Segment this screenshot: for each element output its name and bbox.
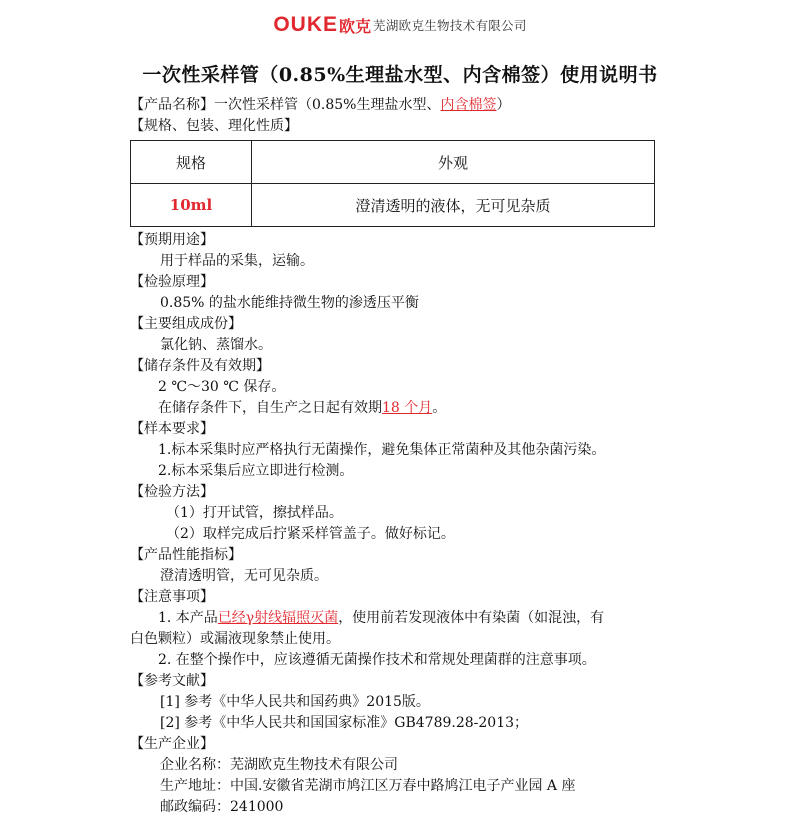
reference-item: [2] 参考《中华人民共和国国家标准》GB4789.28-2013； (160, 715, 529, 731)
method-item: （2）取样完成后拧紧采样管盖子。做好标记。 (166, 526, 455, 542)
reference-item: [1] 参考《中华人民共和国药典》2015版。 (160, 694, 430, 710)
notes-item-1-tail: ，使用前若发现液体中有染菌（如混浊，有 (338, 610, 605, 626)
product-name-heading: 【产品名称】 (130, 97, 214, 113)
table-row (131, 184, 655, 227)
sample-item: 2.标本采集后应立即进行检测。 (158, 463, 354, 479)
manufacturer-postcode: 241000 (230, 799, 284, 815)
product-name-tail: ） (496, 97, 511, 113)
intended-use-heading: 【预期用途】 (130, 232, 214, 248)
storage-validity-line (130, 398, 670, 419)
storage-validity-tail: 。 (432, 400, 447, 416)
document-body (130, 95, 670, 818)
manufacturer-name: 芜湖欧克生物技术有限公司 (230, 757, 398, 773)
method-item: （1）打开试管，擦拭样品。 (166, 505, 343, 521)
sample-heading: 【样本要求】 (130, 421, 214, 437)
sample-item: 1.标本采集时应严格执行无菌操作，避免集体正常菌种及其他杂菌污染。 (158, 442, 606, 458)
product-name-text: 一次性采样管（0.85%生理盐水型、 (214, 97, 441, 113)
method-heading: 【检验方法】 (130, 484, 214, 500)
table-header-appearance: 外观 (252, 141, 655, 184)
company-logo-chinese: 欧克 (339, 16, 372, 36)
notes-item-1 (130, 608, 670, 629)
product-name-line (130, 95, 670, 116)
manufacturer-postcode-label: 邮政编码： (160, 799, 230, 815)
principle-heading: 【检验原理】 (130, 274, 214, 290)
performance-heading: 【产品性能指标】 (130, 547, 242, 563)
notes-item-2: 2. 在整个操作中，应该遵循无菌操作技术和常规处理菌群的注意事项。 (158, 652, 596, 668)
notes-item-1-highlight: 已经γ射线辐照灭菌 (217, 610, 339, 626)
storage-validity-highlight: 18 个月 (382, 400, 433, 416)
manufacturer-name-line (130, 755, 670, 776)
composition-heading: 【主要组成成份】 (130, 316, 242, 332)
table-header-row (131, 141, 655, 184)
manufacturer-address-line (130, 776, 670, 797)
notes-heading: 【注意事项】 (130, 589, 214, 605)
company-logo-latin: OUKE (273, 13, 339, 36)
company-name: 芜湖欧克生物技术有限公司 (373, 18, 527, 33)
storage-temperature: 2 ℃～30 ℃ 保存。 (158, 379, 286, 395)
notes-item-1-prefix: 1. 本产品 (158, 610, 218, 626)
manufacturer-postcode-line (130, 797, 670, 818)
spec-table (130, 140, 655, 227)
table-header-spec: 规格 (131, 141, 252, 184)
table-cell-appearance: 澄清透明的液体，无可见杂质 (252, 184, 655, 227)
composition-text: 氯化钠、蒸馏水。 (160, 337, 272, 353)
storage-heading: 【储存条件及有效期】 (130, 358, 270, 374)
document-title: 一次性采样管（0.85%生理盐水型、内含棉签）使用说明书 (142, 64, 658, 86)
company-header (0, 10, 800, 40)
storage-validity-text: 在储存条件下，自生产之日起有效期 (158, 400, 382, 416)
manufacturer-name-label: 企业名称： (160, 757, 230, 773)
manufacturer-address-label: 生产地址： (160, 778, 230, 794)
performance-text: 澄清透明管，无可见杂质。 (160, 568, 328, 584)
manufacturer-address: 中国.安徽省芜湖市鸠江区万春中路鸠江电子产业园 A 座 (230, 778, 576, 794)
product-name-highlight: 内含棉签 (440, 97, 497, 113)
intended-use-text: 用于样品的采集，运输。 (160, 253, 314, 269)
manufacturer-heading: 【生产企业】 (130, 736, 214, 752)
principle-text: 0.85% 的盐水能维持微生物的渗透压平衡 (160, 295, 419, 311)
references-heading: 【参考文献】 (130, 673, 214, 689)
table-cell-spec: 10ml (131, 184, 252, 227)
notes-item-1-continuation: 白色颗粒）或漏液现象禁止使用。 (130, 631, 340, 647)
spec-heading: 【规格、包装、理化性质】 (130, 118, 298, 134)
